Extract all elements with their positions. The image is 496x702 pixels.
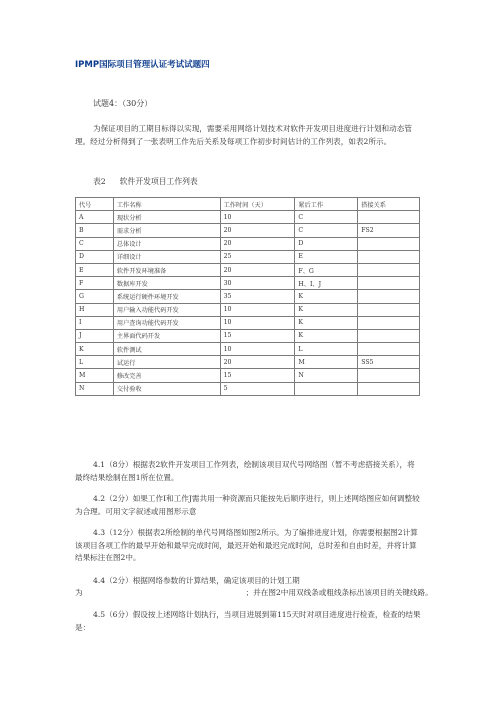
cell-overlap	[358, 382, 420, 395]
cell-overlap	[358, 290, 420, 303]
cell-successor: K	[295, 303, 358, 316]
cell-work-name: 总体设计	[113, 237, 220, 250]
header-overlap: 搭接关系	[358, 198, 420, 211]
cell-work-name: 用户查询功能代码开发	[113, 316, 220, 329]
table-header-row	[76, 198, 420, 211]
cell-code: H	[76, 303, 114, 316]
cell-code: I	[76, 316, 114, 329]
table-body	[76, 211, 420, 396]
cell-duration: 30	[220, 277, 295, 290]
cell-work-name: 试运行	[113, 356, 220, 369]
cell-overlap	[358, 211, 420, 224]
table-row	[76, 263, 420, 276]
cell-code: B	[76, 224, 114, 237]
question-4-4-prefix: 为	[75, 588, 83, 597]
cell-duration: 10	[220, 316, 295, 329]
cell-overlap: SS5	[358, 356, 420, 369]
cell-overlap	[358, 303, 420, 316]
cell-code: L	[76, 356, 114, 369]
cell-work-name: 交付验收	[113, 382, 220, 395]
cell-duration: 15	[220, 369, 295, 382]
cell-work-name: 系统运行硬件环境开发	[113, 290, 220, 303]
cell-duration: 5	[220, 382, 295, 395]
table-row	[76, 356, 420, 369]
cell-successor: K	[295, 329, 358, 342]
cell-successor: H、I、J	[295, 277, 358, 290]
cell-overlap	[358, 277, 420, 290]
cell-successor	[295, 382, 358, 395]
header-successor: 紧后工作	[295, 198, 358, 211]
cell-overlap	[358, 263, 420, 276]
question-4-3: 4.3（12分）根据表2所绘制的单代号网络图如图2所示。为了编排进度计划，你需要根据图2计算该项目各项工作的最早开始和最早完成时间，最迟开始和最迟完成时间，总时差和自由时差，并将计算结果标注在图2中。	[75, 528, 418, 562]
cell-overlap	[358, 343, 420, 356]
cell-duration: 35	[220, 290, 295, 303]
question-4-1: 4.1（8分）根据表2软件开发项目工作列表，绘制该项目双代号网络图（暂不考虑搭接关系），将最终结果绘制在图1所在位置。	[75, 460, 415, 482]
cell-code: K	[76, 343, 114, 356]
table-row	[76, 343, 420, 356]
table-row	[76, 329, 420, 342]
question-4-5: 4.5（6分）假设按上述网络计划执行，当项目进展到第115天时对项目进度进行检查，检查的结果是：	[75, 610, 421, 632]
cell-successor: K	[295, 290, 358, 303]
cell-successor: L	[295, 343, 358, 356]
header-code: 代号	[76, 198, 114, 211]
cell-code: J	[76, 329, 114, 342]
cell-duration: 25	[220, 250, 295, 263]
cell-work-name: 用户输入功能代码开发	[113, 303, 220, 316]
cell-duration: 15	[220, 329, 295, 342]
cell-work-name: 详细设计	[113, 250, 220, 263]
cell-successor: C	[295, 211, 358, 224]
cell-successor: D	[295, 237, 358, 250]
cell-successor: N	[295, 369, 358, 382]
table-row	[76, 211, 420, 224]
table-row	[76, 290, 420, 303]
cell-code: E	[76, 263, 114, 276]
work-list-table	[75, 197, 420, 396]
cell-successor: M	[295, 356, 358, 369]
table-row	[76, 250, 420, 263]
table-caption-title: 软件开发项目工作列表	[119, 177, 198, 186]
cell-duration: 20	[220, 263, 295, 276]
cell-code: M	[76, 369, 114, 382]
cell-code: D	[76, 250, 114, 263]
cell-work-name: 现状分析	[113, 211, 220, 224]
cell-overlap	[358, 250, 420, 263]
cell-overlap: FS2	[358, 224, 420, 237]
table-row	[76, 382, 420, 395]
cell-work-name: 主界面代码开发	[113, 329, 220, 342]
cell-code: G	[76, 290, 114, 303]
cell-overlap	[358, 369, 420, 382]
table-caption	[93, 176, 212, 187]
cell-duration: 20	[220, 224, 295, 237]
cell-duration: 10	[220, 303, 295, 316]
table-row	[76, 237, 420, 250]
cell-duration: 10	[220, 343, 295, 356]
cell-successor: E	[295, 250, 358, 263]
cell-work-name: 软件测试	[113, 343, 220, 356]
intro-paragraph: 为保证项目的工期目标得以实现，需要采用网络计划技术对软件开发项目进度进行计划和动态管理。经过分析得到了一张表明工作先后关系及每项工作初步时间估计的工作列表，如表2所示。	[75, 124, 412, 146]
question-4-4-line2	[75, 587, 433, 598]
question-header: 试题4：（30分）	[93, 99, 153, 108]
cell-code: C	[76, 237, 114, 250]
header-work-name: 工作名称	[113, 198, 220, 211]
cell-code: A	[76, 211, 114, 224]
table-row	[76, 303, 420, 316]
cell-code: F	[76, 277, 114, 290]
cell-duration: 10	[220, 211, 295, 224]
question-4-2: 4.2（2分）如果工作I和工作J需共用一种资源而只能按先后顺序进行，则上述网络图应如何调整较为合理。可用文字叙述或用图形示意	[75, 494, 420, 516]
table-caption-label: 表2	[93, 177, 106, 186]
cell-overlap	[358, 316, 420, 329]
table-row	[76, 224, 420, 237]
cell-duration: 20	[220, 356, 295, 369]
document-title: IPMP国际项目管理认证考试试题四	[75, 60, 210, 70]
header-duration: 工作时间（天）	[220, 198, 295, 211]
cell-overlap	[358, 237, 420, 250]
question-4-4-suffix: ；并在图2中用双线条或粗线条标出该项目的关键线路。	[245, 588, 433, 597]
cell-work-name: 软件开发环境准备	[113, 263, 220, 276]
question-4-4-line1: 4.4（2分）根据网络参数的计算结果，确定该项目的计划工期	[93, 576, 300, 585]
cell-code: N	[76, 382, 114, 395]
cell-work-name: 数据库开发	[113, 277, 220, 290]
table-row	[76, 316, 420, 329]
cell-work-name: 需求分析	[113, 224, 220, 237]
cell-successor: F、G	[295, 263, 358, 276]
table-row	[76, 369, 420, 382]
cell-successor: C	[295, 224, 358, 237]
cell-overlap	[358, 329, 420, 342]
table-row	[76, 277, 420, 290]
cell-successor: K	[295, 316, 358, 329]
cell-work-name: 修改完善	[113, 369, 220, 382]
cell-duration: 20	[220, 237, 295, 250]
